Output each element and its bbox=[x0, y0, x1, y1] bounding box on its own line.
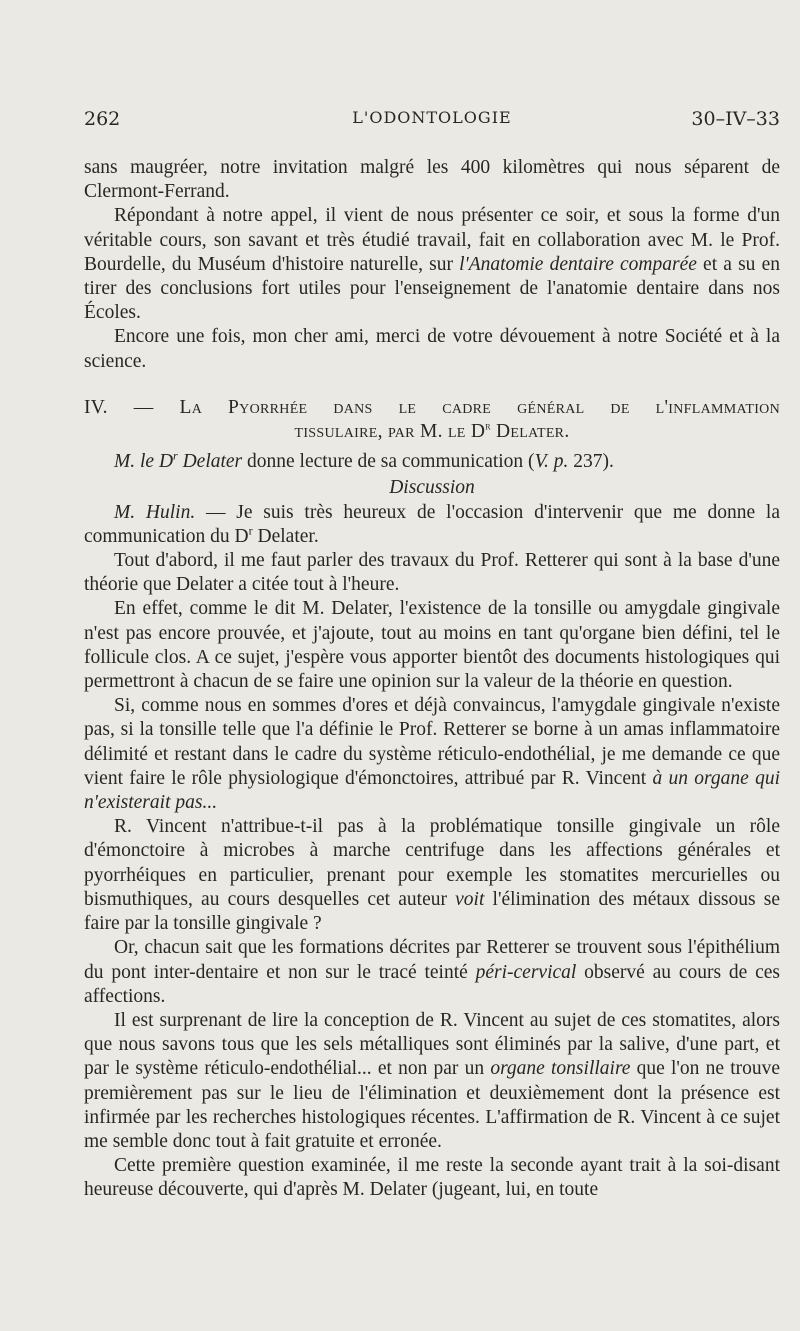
paragraph-hulin bbox=[84, 501, 780, 549]
paragraph-9-italic: voit bbox=[455, 888, 485, 910]
paragraph-6: Tout d'abord, il me faut parler des travaux du Prof. Retterer qui sont à la base d'une théorie que Delater a citée tout à l'heure. bbox=[84, 550, 780, 596]
speaker-hulin: M. Hulin. bbox=[114, 501, 196, 523]
speaker-sup: r bbox=[173, 448, 178, 463]
page-ref-italic: V. p. bbox=[534, 451, 569, 473]
paragraph-8-text: Si, comme nous en sommes d'ores et déjà convaincus, l'amygdale gingivale n'existe pas, si la tonsille telle que l'a définie le Prof. Retterer se borne à un amas inflammatoire délimité et restant dans le cadre du système réticulo-endothélial, je me demande ce que vient faire le rôle physiologique d'émonctoires, attribué par R. Vincent bbox=[84, 695, 780, 789]
section-heading-line-1: IV. — La Pyorrhée dans le cadre général de l'inflammation bbox=[84, 396, 780, 418]
paragraph-10-text-a: Or, chacun sait que les formations décrites par Retterer se trouvent sous l'épithélium du pont inter-dentaire et non sur le tracé teinté bbox=[84, 937, 780, 983]
heading-line-2-a: tissulaire, par M. le D bbox=[294, 421, 486, 443]
hulin-text-b: Delater. bbox=[252, 525, 319, 547]
paragraph-10-italic: péri-cervical bbox=[475, 961, 577, 983]
paragraph-10-text-b: observé au cours de ces affections. bbox=[84, 961, 781, 1007]
paragraph-9-text-b: l'élimination des métaux dissous se faire par la tonsille gingivale ? bbox=[84, 888, 780, 935]
paragraph-8 bbox=[84, 694, 780, 815]
heading-sup: r bbox=[485, 418, 491, 433]
paragraph-2 bbox=[84, 204, 780, 325]
paragraph-7: En effet, comme le dit M. Delater, l'existence de la tonsille ou amygdale gingivale n'est pas encore prouvée, et j'ajoute, tout au moins en tant qu'organe bien défini, tel le follicule clos. A ce sujet, j'espère vous apporter bientôt des documents histologiques qui permettront à chacun de se faire une opinion sur la valeur de la théorie en question. bbox=[84, 598, 780, 693]
paragraph-8-italic: à un organe qui n'existerait pas... bbox=[84, 767, 780, 814]
page-number: 262 bbox=[84, 108, 121, 130]
communication-text: donne lecture de sa communication ( bbox=[242, 451, 535, 473]
section-heading-line-2 bbox=[84, 420, 780, 444]
paragraph-9 bbox=[84, 815, 780, 936]
heading-line-2-b: Delater. bbox=[490, 421, 570, 443]
section-heading bbox=[84, 396, 780, 444]
paragraph-11-text-b: que l'on ne trouve premièrement pas sur le lieu de l'élimination et deuxièmement dont la présence est infirmée par les recherches histologiques récentes. L'affirmation de R. Vincent à ce sujet me semble donc tout à fait gratuite et erronée. bbox=[84, 1058, 781, 1152]
hulin-sup: r bbox=[248, 523, 253, 538]
paragraph-11-italic: organe tonsillaire bbox=[490, 1058, 631, 1080]
paragraph-2-text-b: et a su en tirer des conclusions fort utiles pour l'enseignement de l'anatomie dentaire dans nos Écoles. bbox=[84, 253, 780, 324]
paragraph-10 bbox=[84, 936, 780, 1009]
issue-date: 30–IV–33 bbox=[691, 108, 780, 130]
journal-title: L'ODONTOLOGIE bbox=[352, 108, 512, 127]
paragraph-3: Encore une fois, mon cher ami, merci de votre dévouement à notre Société et à la science. bbox=[84, 326, 780, 372]
paragraph-11-text-a: Il est surprenant de lire la conception de R. Vincent au sujet de ces stomatites, alors que nous savons tous que les sels métalliques sont éliminés par la salive, d'une part, et par le système réticulo-endothélial... et non par un bbox=[84, 1009, 780, 1080]
paragraph-2-text-a: Répondant à notre appel, il vient de nous présenter ce soir, et sous la forme d'un véritable cours, son savant et très étudié travail, fait en collaboration avec M. le Prof. Bourdelle, du Muséum d'histoire naturelle, sur bbox=[84, 205, 780, 275]
paragraph-12: Cette première question examinée, il me reste la seconde ayant trait à la soi-disant heureuse découverte, qui d'après M. Delater (jugeant, lui, en toute bbox=[84, 1155, 780, 1201]
paragraph-9-text-a: R. Vincent n'attribue-t-il pas à la problématique tonsille gingivale un rôle d'émonctoire à microbes à marche centrifuge dans les affections générales et pyorrhéiques en particulier, prenant pour exemple les stomatites mercurielles ou bismuthiques, au cours desquelles cet auteur bbox=[84, 816, 780, 910]
paragraph-1: sans maugréer, notre invitation malgré les 400 kilomètres qui nous séparent de Clermont-Ferrand. bbox=[84, 157, 780, 203]
paragraph-2-italic: l'Anatomie dentaire comparée bbox=[459, 253, 697, 275]
page-ref-end: 237). bbox=[568, 451, 614, 473]
hulin-text-a: — Je suis très heureux de l'occasion d'intervenir que me donne la communication du D bbox=[84, 501, 780, 547]
paragraph-communication bbox=[84, 450, 780, 474]
speaker-italic-a: M. le D bbox=[114, 451, 174, 473]
discussion-title: Discussion bbox=[389, 477, 475, 499]
speaker-italic-b: Delater bbox=[177, 451, 243, 473]
body-text bbox=[84, 156, 780, 1203]
paragraph-11 bbox=[84, 1009, 780, 1154]
running-header bbox=[84, 108, 780, 136]
